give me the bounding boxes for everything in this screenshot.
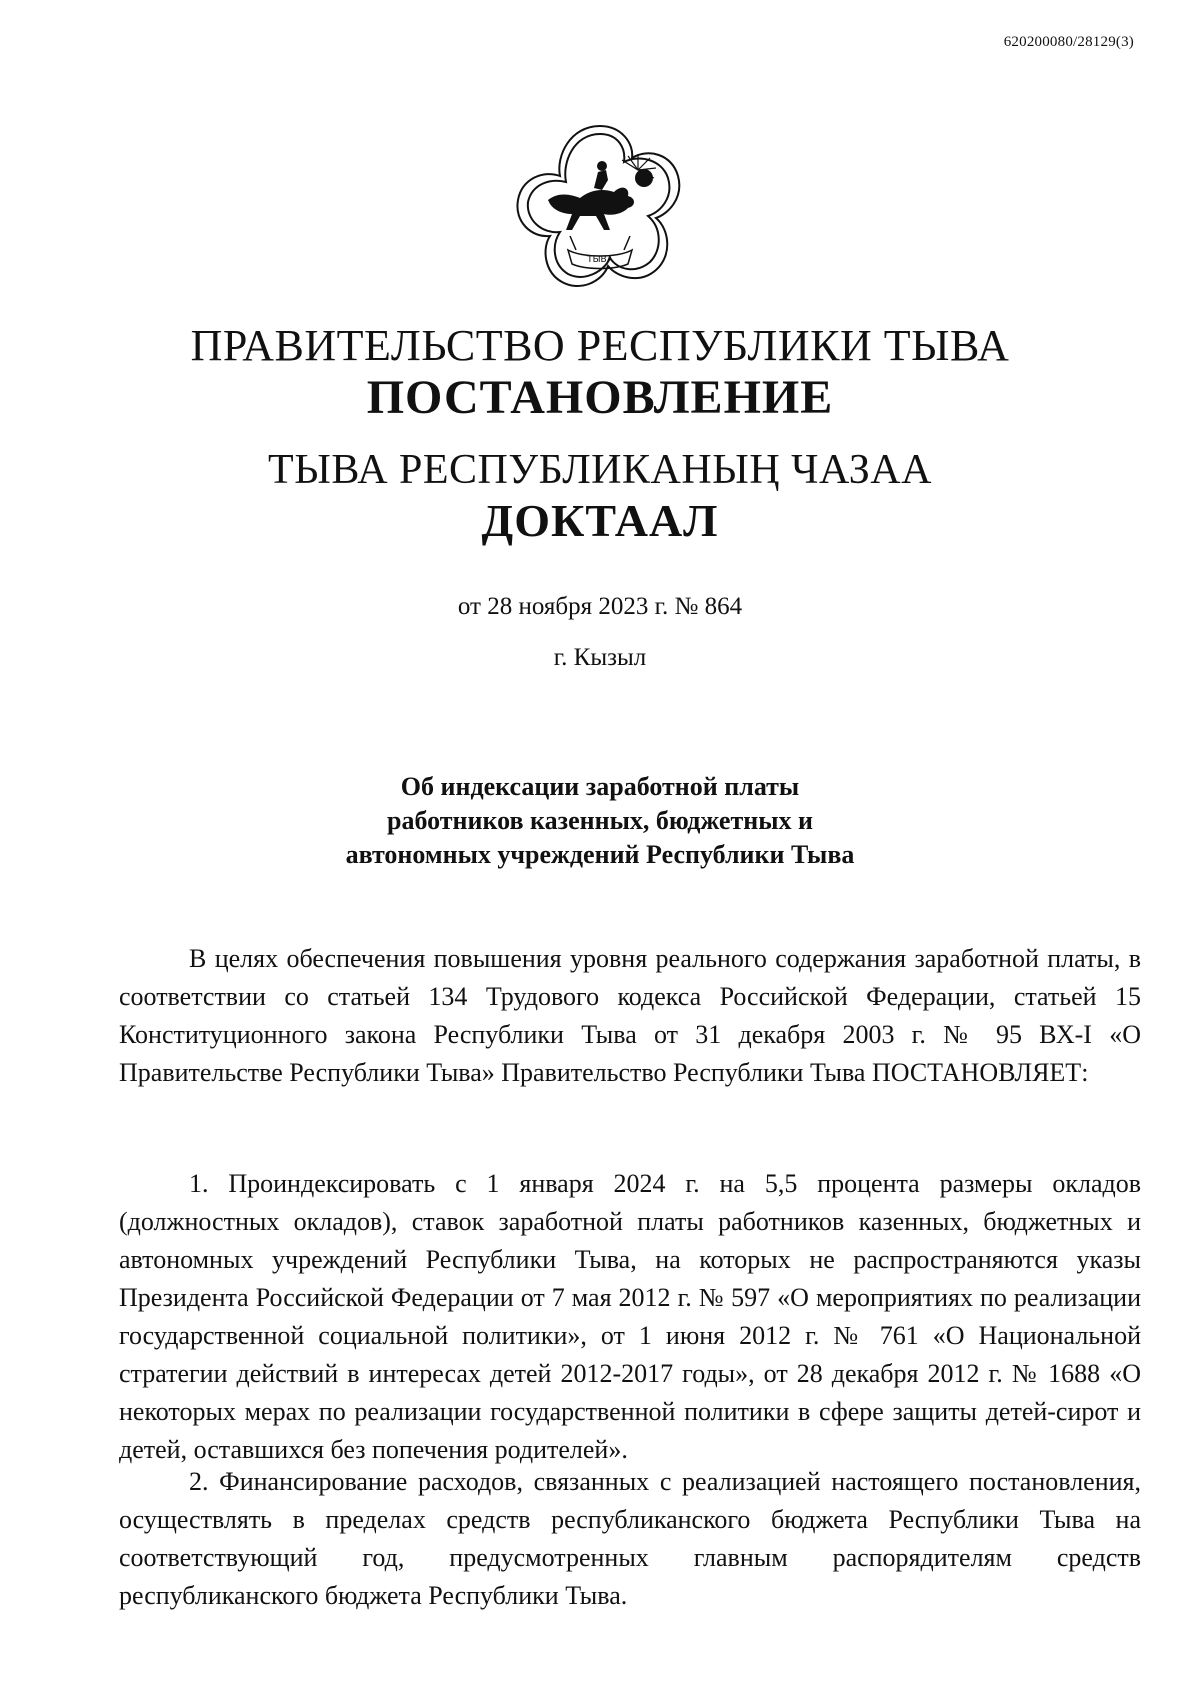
subject-line: работников казенных, бюджетных и — [387, 806, 813, 835]
svg-text:ТЫВА: ТЫВА — [587, 255, 613, 265]
item-1-text: 1. Проиндексировать с 1 января 2024 г. на 5,5 процента размеры окладов (должностных окладов), ставок заработной платы работников казенных, бюджетных и автономных учреждений Республики Тыва, на которых не распространяются указы Президента Российской Федерации от 7 мая 2012 г. № 597 «О мероприятиях по реализации государственной социальной политики», от 1 июня 2012 г. № 761 «О Национальной стратегии действий в интересах детей 2012-2017 годы», от 28 декабря 2012 г. № 1688 «О некоторых мерах по реализации государственной политики в сфере защиты детей-сирот и детей, оставшихся без попечения родителей». — [119, 1169, 1141, 1464]
preamble-paragraph — [119, 940, 1141, 1092]
government-title-ru: ПРАВИТЕЛЬСТВО РЕСПУБЛИКИ ТЫВА — [190, 321, 1010, 370]
subject-line: Об индексации заработной платы — [400, 772, 800, 801]
preamble-text: В целях обеспечения повышения уровня реального содержания заработной платы, в соответствии со статьей 134 Трудового кодекса Российской Федерации, статьей 15 Конституционного закона Республики Тыва от 31 декабря 2003 г. № 95 ВХ-I «О Правительстве Республики Тыва» Правительство Республики Тыва ПОСТАНОВЛЯЕТ: — [119, 944, 1141, 1087]
decree-title-tyv: ДОКТААЛ — [481, 495, 719, 546]
subject-line: автономных учреждений Республики Тыва — [345, 840, 855, 869]
item-2-text: 2. Финансирование расходов, связанных с реализацией настоящего постановления, осуществлять в пределах средств республиканского бюджета Республики Тыва на соответствующий год, предусмотренных главным распорядителям средств республиканского бюджета Республики Тыва. — [119, 1467, 1141, 1610]
decree-subject — [0, 770, 1200, 872]
document-id: 620200080/28129(3) — [1003, 34, 1134, 50]
decree-title-ru: ПОСТАНОВЛЕНИЕ — [366, 371, 834, 424]
item-1-paragraph — [119, 1165, 1141, 1469]
tuva-coat-of-arms-icon — [510, 118, 690, 298]
government-title-tyv: ТЫВА РЕСПУБЛИКАНЫҢ ЧАЗАА — [268, 447, 932, 493]
decree-city: г. Кызыл — [553, 644, 647, 671]
item-2-paragraph — [119, 1463, 1141, 1615]
decree-date-number: от 28 ноября 2023 г. № 864 — [457, 593, 743, 620]
